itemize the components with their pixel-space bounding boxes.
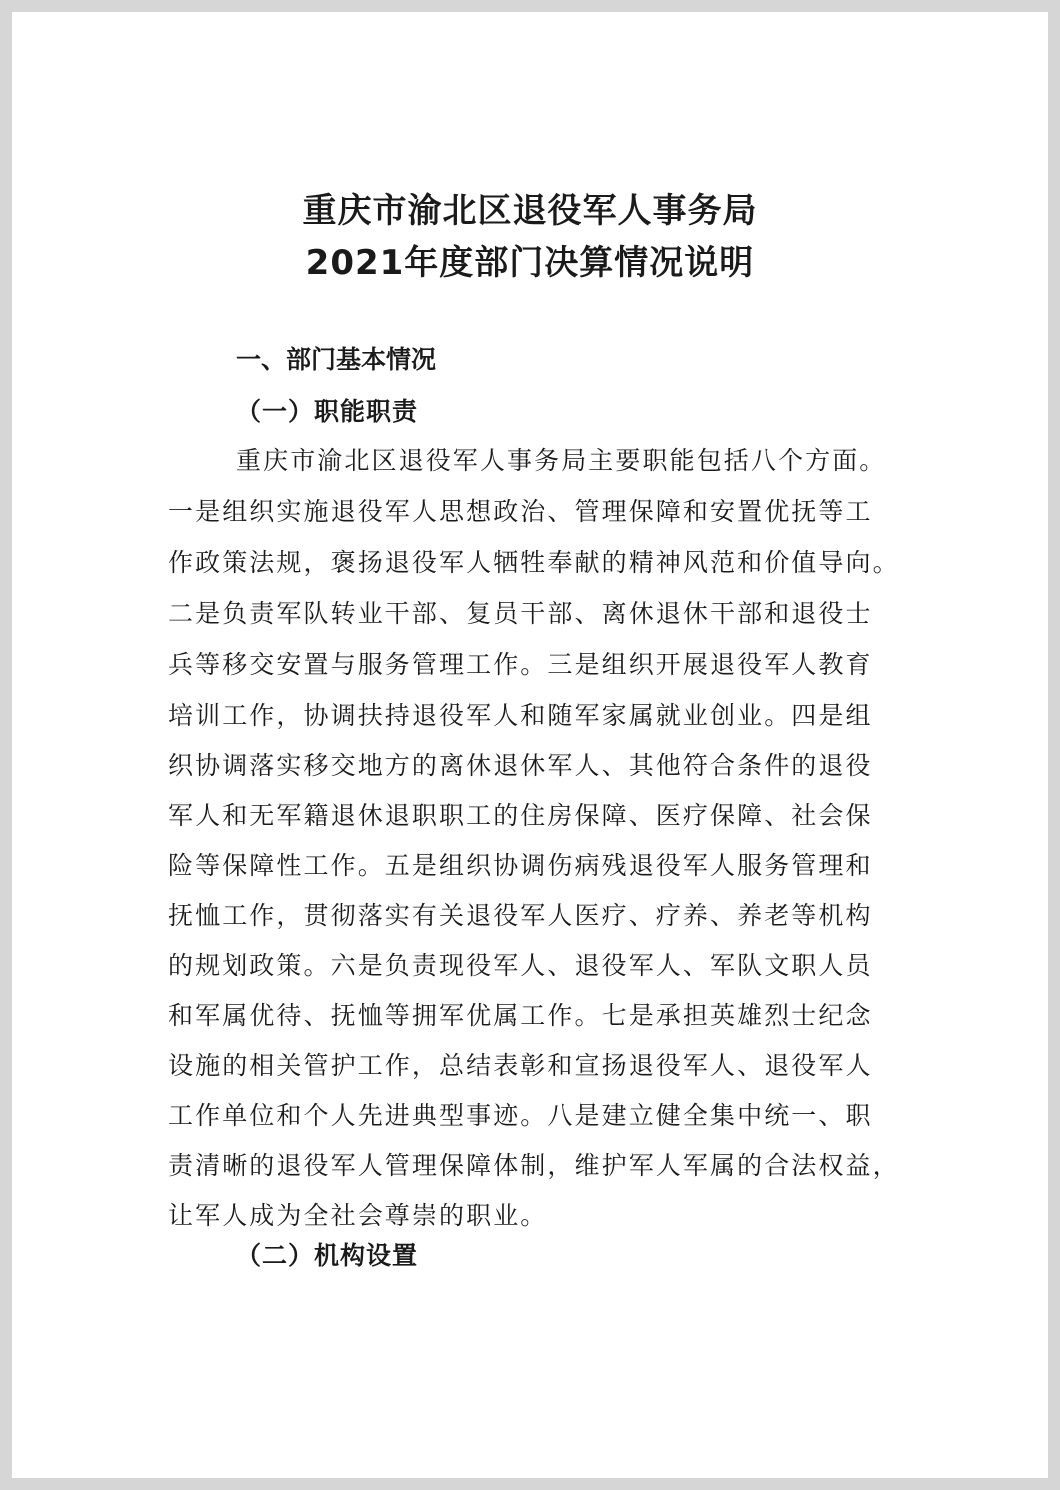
paragraph-line: 重庆市渝北区退役军人事务局主要职能包括八个方面。 — [236, 446, 887, 475]
paragraph-line: 抚恤工作，贯彻落实有关退役军人医疗、疗养、养老等机构 — [168, 901, 873, 930]
paragraph-line: 险等保障性工作。五是组织协调伤病残退役军人服务管理和 — [168, 851, 873, 880]
document-title-line-1: 重庆市渝北区退役军人事务局 — [302, 191, 758, 231]
paragraph-line: 作政策法规，褒扬退役军人牺牲奉献的精神风范和价值导向。 — [168, 548, 900, 577]
paragraph-line: 和军属优待、抚恤等拥军优属工作。七是承担英雄烈士纪念 — [168, 1001, 873, 1030]
paragraph-line: 工作单位和个人先进典型事迹。八是建立健全集中统一、职 — [168, 1101, 873, 1130]
paragraph-line: 培训工作，协调扶持退役军人和随军家属就业创业。四是组 — [168, 701, 873, 730]
paragraph-line: 设施的相关管护工作，总结表彰和宣扬退役军人、退役军人 — [168, 1051, 873, 1080]
section-heading-basic-info: 一、部门基本情况 — [236, 345, 437, 374]
paragraph-line: 兵等移交安置与服务管理工作。三是组织开展退役军人教育 — [168, 650, 873, 679]
paragraph-line: 军人和无军籍退休退职职工的住房保障、医疗保障、社会保 — [168, 801, 873, 830]
document-title-line-2: 2021年度部门决算情况说明 — [305, 243, 755, 283]
paragraph-line: 的规划政策。六是负责现役军人、退役军人、军队文职人员 — [168, 951, 873, 980]
subheading-functions: （一）职能职责 — [236, 397, 419, 426]
paragraph-line: 责清晰的退役军人管理保障体制，维护军人军属的合法权益， — [168, 1151, 900, 1180]
paragraph-line: 一是组织实施退役军人思想政治、管理保障和安置优抚等工 — [168, 497, 873, 526]
subheading-organization: （二）机构设置 — [236, 1241, 419, 1270]
paragraph-line: 织协调落实移交地方的离休退休军人、其他符合条件的退役 — [168, 751, 873, 780]
paragraph-line: 让军人成为全社会尊崇的职业。 — [168, 1201, 548, 1230]
paragraph-line: 二是负责军队转业干部、复员干部、离休退休干部和退役士 — [168, 599, 873, 628]
